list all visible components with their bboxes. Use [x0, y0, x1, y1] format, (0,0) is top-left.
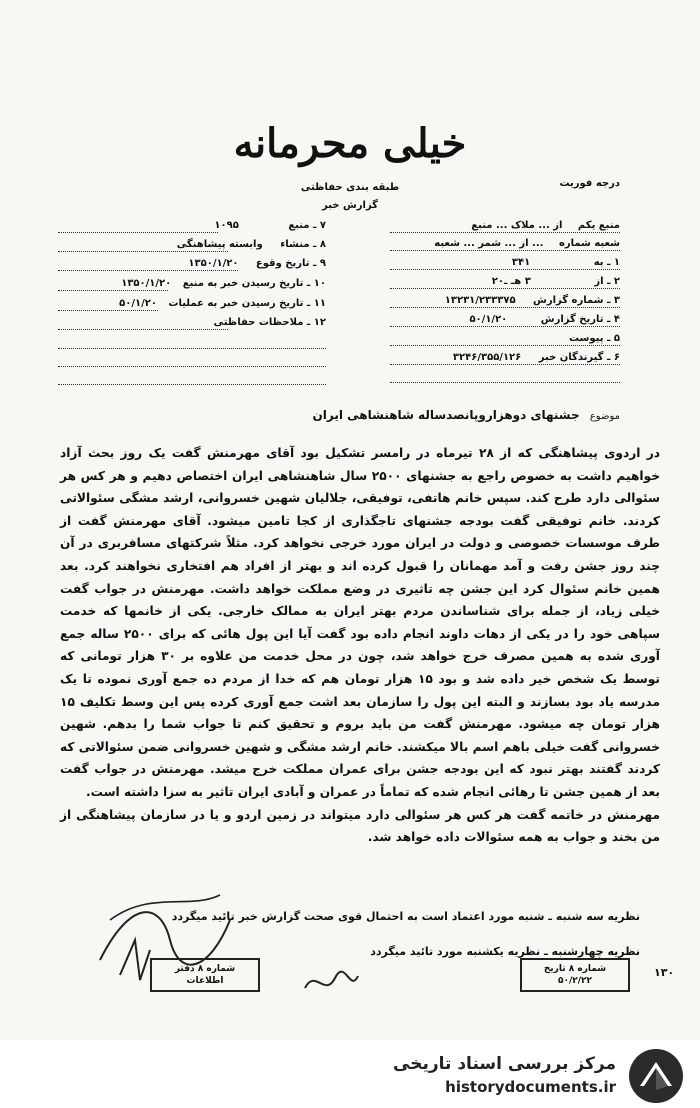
- subject-text: جشنهای دوهزاروپانصدساله شاهنشاهی ایران: [312, 408, 580, 422]
- field-value: از ... ملاک ... منبع: [471, 220, 563, 231]
- date-stamp: شماره ۸ تاریخ ۵۰/۲/۲۲: [520, 958, 630, 992]
- date-fragment: ۱۳۰: [654, 966, 675, 979]
- subject-label: موضوع: [589, 411, 620, 422]
- field-value: ۱۰۹۵: [214, 220, 239, 231]
- footer-url: historydocuments.ir: [445, 1078, 616, 1096]
- subject-line: [313, 408, 620, 422]
- field-value: ۳ هـ ـ۲۰: [491, 276, 531, 287]
- field-value: ۳۴۱: [511, 257, 531, 268]
- field-label: ۴ ـ تاریخ گزارش: [540, 314, 620, 325]
- field-label: ۶ ـ گیرندگان خبر: [538, 352, 620, 363]
- open-book-logo-icon: [626, 1046, 686, 1106]
- registration-stamp: شماره ۸ دفتر اطلاعات: [150, 958, 260, 992]
- field-label: ۳ ـ شماره گزارش: [533, 295, 620, 306]
- field-value: وابسته پیشاهنگی: [176, 239, 263, 250]
- body-paragraph: در اردوی پیشاهنگی که از ۲۸ تیرماه در رامسر تشکیل بود آقای مهرمنش گفت یک روز بحث آزاد خواهیم داشت به خصوص راجع به جشنهای ۲۵۰۰ سال شاهنشاهی ایران اختصاص دهیم و هر کس هر سئوالی دارد طرح کند. سپس خانم هاتفی، توفیقی، جلالیان شهین خسروانی، ارشد مشگی سئوالاتی کردند. خانم توفیقی گفت بودجه جشنهای تاجگذاری از کجا تامین میشود. آقای مهرمنش گفت از طرف موسسات خصوصی و دولت در ایران مورد خرجی نخواهد کرد. مثلاً شرکتهای مسافربری در آن چند روز جشن رفت و آمد مهمانان را قبول کرده اند و بهتر از افراد هم افتخاری نخواهند کرد. بعد همین خانم سئوال کرد این جشن چه تاثیری در وضع مملکت خواهد داشت. مهرمنش در جواب گفت خیلی زیاد، از جمله برای شناساندن مردم بهتر ایران به ممالک خارجی. یکی از خانمها که خدمت سپاهی خود را در یکی از دهات داوند انجام داده بود گفت آیا این پول هائی که برای ۲۵۰۰ ساله جمع آوری شده به همین مصرف خرج خواهد شد، چون در محل خدمت من علاوه بر ۳۰ هزار تومانی که توسط یک شخص خیر داده شد و بود ۱۵ هزار تومان هم که خدا از مردم ده جمع آوری نموده تا یک مدرسه یاد بود بسازند و البته این پول را سازمان بعد اشت جمع آوری کرده پس این وسط تکلیف ۱۵ هزار تومان چه میشود. مهرمنش گفت من باید بروم و تحقیق کنم تا جواب شما را بدهم. شهین خسروانی گفت خیلی باهم اسم بالا میکشند. خانم ارشد مشگی و شهین خسروانی ضمن سئوالاتی که کردند گفتند بهتر نبود که این بودجه جشن برای عمران مملکت خرج میشد. مهرمنش در جواب گفت بعد از همین جشن تا رهائی انجام شده که تماماً در عمران و آبادی ایران تاثیر به سزا داشته است.: [60, 446, 661, 799]
- field-label: ۱ ـ به: [593, 257, 620, 268]
- field-label: ۲ ـ از: [594, 276, 620, 287]
- footer-bar: [0, 1040, 700, 1108]
- field-label: شعبه شماره: [558, 238, 620, 249]
- field-value: ۱۳۵۰/۱/۲۰: [121, 278, 172, 289]
- endorsement-note: نظریه چهارشنبه ـ نظریه یکشنبه مورد تائید میگردد: [370, 945, 640, 958]
- field-label: منبع یکم: [577, 220, 620, 231]
- field-label: ۱۰ ـ تاریخ رسیدن خبر به منبع: [182, 278, 326, 289]
- field-value: ۱۳۲۳۱/۲۳۳۳۷۵: [444, 295, 516, 306]
- field-label: ۱۲ ـ ملاحظات حفاظتی: [213, 317, 326, 328]
- classification-sublabel: طبقه بندی حفاظتی: [300, 182, 400, 193]
- field-label: ۷ ـ منبع: [288, 220, 326, 231]
- field-value: ۵۰/۱/۲۰: [119, 298, 157, 309]
- field-label: ۸ ـ منشاء: [280, 239, 326, 250]
- handwritten-initials: [300, 968, 360, 998]
- field-value: ۱۳۵۰/۱/۲۰: [188, 258, 239, 269]
- field-value: ۳۲۴۶/۳۵۵/۱۲۶: [452, 352, 522, 363]
- body-paragraph: مهرمنش در خاتمه گفت هر کس هر سئوالی دارد میتواند در زمین اردو و یا در سازمان پیشاهنگی از من بخند و جواب به همه سئوالات داده خواهد شد.: [60, 807, 660, 845]
- field-value: ۵۰/۱/۲۰: [469, 314, 508, 325]
- footer-title: مرکز بررسی اسناد تاریخی: [393, 1054, 616, 1074]
- report-title: گزارش خبر: [321, 200, 378, 211]
- report-body: [60, 442, 660, 849]
- field-value: ... از ... شمر ... شعبه: [434, 238, 544, 249]
- assessment-note: نظریه سه شنبه ـ شنبه مورد اعتماد است به احتمال قوی صحت گزارش خبر تائید میگردد: [171, 910, 640, 923]
- field-label: ۹ ـ تاریخ وقوع: [255, 258, 326, 269]
- field-label: ۱۱ ـ تاریخ رسیدن خبر به عملیات: [168, 298, 326, 309]
- classification-heading: خیلی محرمانه: [233, 120, 467, 167]
- field-label: ۵ ـ پیوست: [568, 333, 620, 344]
- urgency-label: درجه فوریت: [559, 178, 620, 189]
